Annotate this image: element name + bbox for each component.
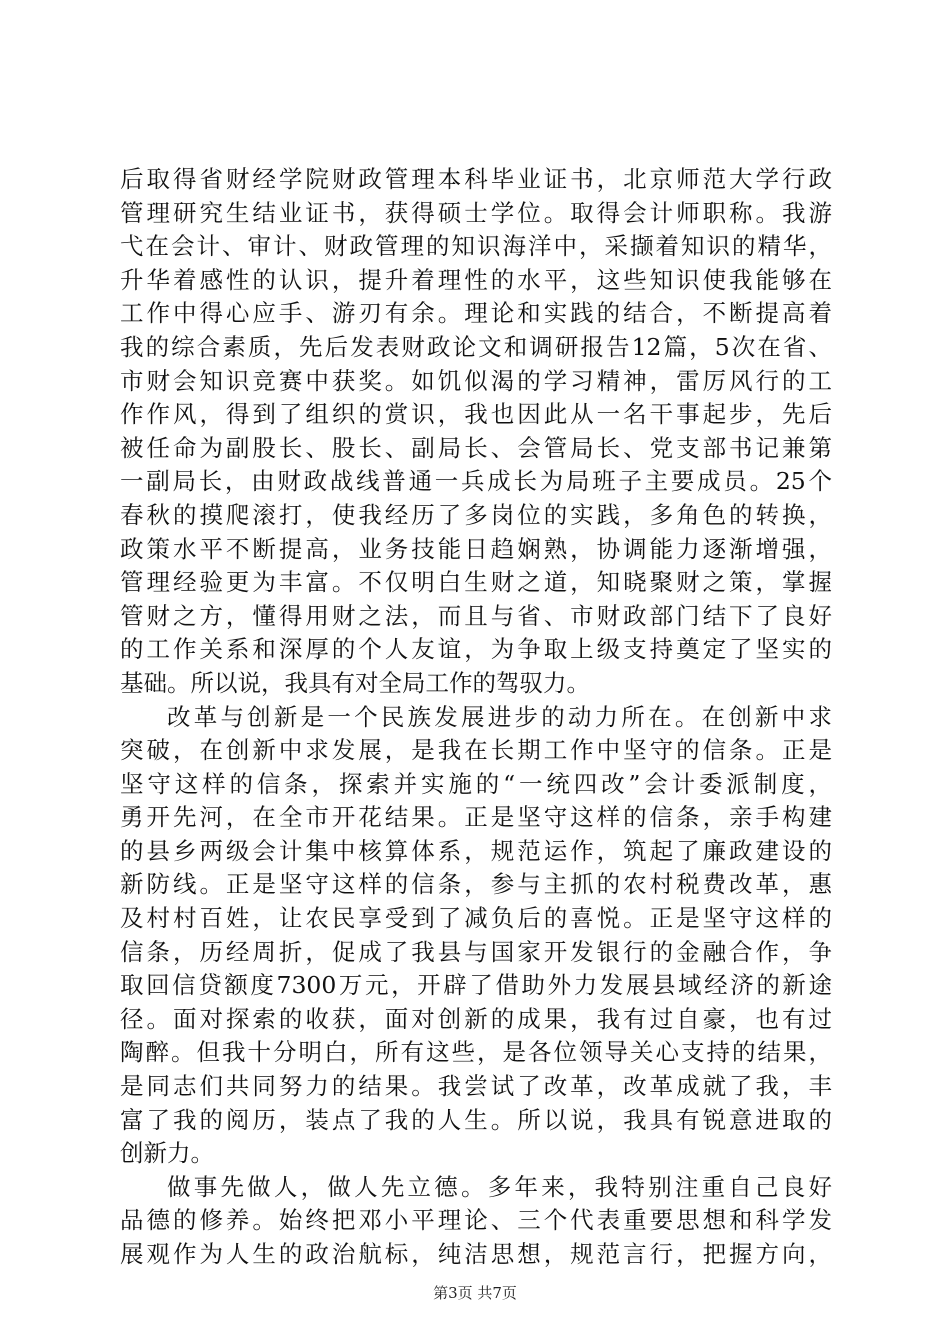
text-line: 展观作为人生的政治航标，纯洁思想，规范言行，把握方向， xyxy=(120,1240,832,1268)
document-body xyxy=(120,163,832,1272)
text-line: 勇开先河，在全市开花结果。正是坚守这样的信条，亲手构建 xyxy=(120,803,832,832)
text-line: 是同志们共同努力的结果。我尝试了改革，改革成就了我，丰 xyxy=(120,1072,832,1101)
text-line: 富了我的阅历，装点了我的人生。所以说，我具有锐意进取的 xyxy=(120,1105,832,1134)
text-line: 管理研究生结业证书，获得硕士学位。取得会计师职称。我游 xyxy=(120,198,832,227)
text-line: 后取得省财经学院财政管理本科毕业证书，北京师范大学行政 xyxy=(120,165,832,193)
text-line: 基础。所以说，我具有对全局工作的驾驭力。 xyxy=(120,668,590,697)
text-line: 管理经验更为丰富。不仅明白生财之道，知晓聚财之策，掌握 xyxy=(120,568,832,597)
text-line: 市财会知识竞赛中获奖。如饥似渴的学习精神，雷厉风行的工 xyxy=(120,366,832,395)
text-line: 管财之方，懂得用财之法，而且与省、市财政部门结下了良好 xyxy=(120,601,832,630)
text-line: 弋在会计、审计、财政管理的知识海洋中，采撷着知识的精华， xyxy=(120,232,832,261)
text-line: 春秋的摸爬滚打，使我经历了多岗位的实践，多角色的转换， xyxy=(120,500,832,529)
text-line: 做事先做人，做人先立德。多年来，我特别注重自己良好 xyxy=(167,1172,832,1201)
text-line: 突破，在创新中求发展，是我在长期工作中坚守的信条。正是 xyxy=(120,736,832,765)
text-line: 我的综合素质，先后发表财政论文和调研报告12篇，5次在省、 xyxy=(120,332,832,361)
text-line: 创新力。 xyxy=(120,1139,214,1168)
text-line: 新防线。正是坚守这样的信条，参与主抓的农村税费改革，惠 xyxy=(120,870,832,899)
text-line: 的县乡两级会计集中核算体系，规范运作，筑起了廉政建设的 xyxy=(120,836,832,865)
text-line: 一副局长，由财政战线普通一兵成长为局班子主要成员。25个 xyxy=(120,467,832,496)
text-line: 改革与创新是一个民族发展进步的动力所在。在创新中求 xyxy=(167,702,832,731)
page-number-footer: 第3页 共7页 xyxy=(433,1284,517,1302)
text-line: 品德的修养。始终把邓小平理论、三个代表重要思想和科学发 xyxy=(120,1206,832,1235)
text-line: 工作中得心应手、游刃有余。理论和实践的结合，不断提高着 xyxy=(120,299,832,328)
text-line: 陶醉。但我十分明白，所有这些，是各位领导关心支持的结果， xyxy=(120,1038,832,1067)
text-line: 及村村百姓，让农民享受到了减负后的喜悦。正是坚守这样的 xyxy=(120,904,832,933)
text-line: 政策水平不断提高，业务技能日趋娴熟，协调能力逐渐增强， xyxy=(120,534,832,563)
text-line: 被任命为副股长、股长、副局长、会管局长、党支部书记兼第 xyxy=(120,433,832,462)
text-line: 信条，历经周折，促成了我县与国家开发银行的金融合作，争 xyxy=(120,937,832,966)
text-line: 的工作关系和深厚的个人友谊，为争取上级支持奠定了坚实的 xyxy=(120,635,832,664)
text-line: 作作风，得到了组织的赏识，我也因此从一名干事起步，先后 xyxy=(120,400,832,429)
text-line: 升华着感性的认识，提升着理性的水平，这些知识使我能够在 xyxy=(120,265,832,294)
text-line: 坚守这样的信条，探索并实施的“一统四改”会计委派制度， xyxy=(120,769,832,798)
text-line: 取回信贷额度7300万元，开辟了借助外力发展县域经济的新途 xyxy=(120,971,832,1000)
text-line: 径。面对探索的收获，面对创新的成果，我有过自豪，也有过 xyxy=(120,1004,832,1033)
